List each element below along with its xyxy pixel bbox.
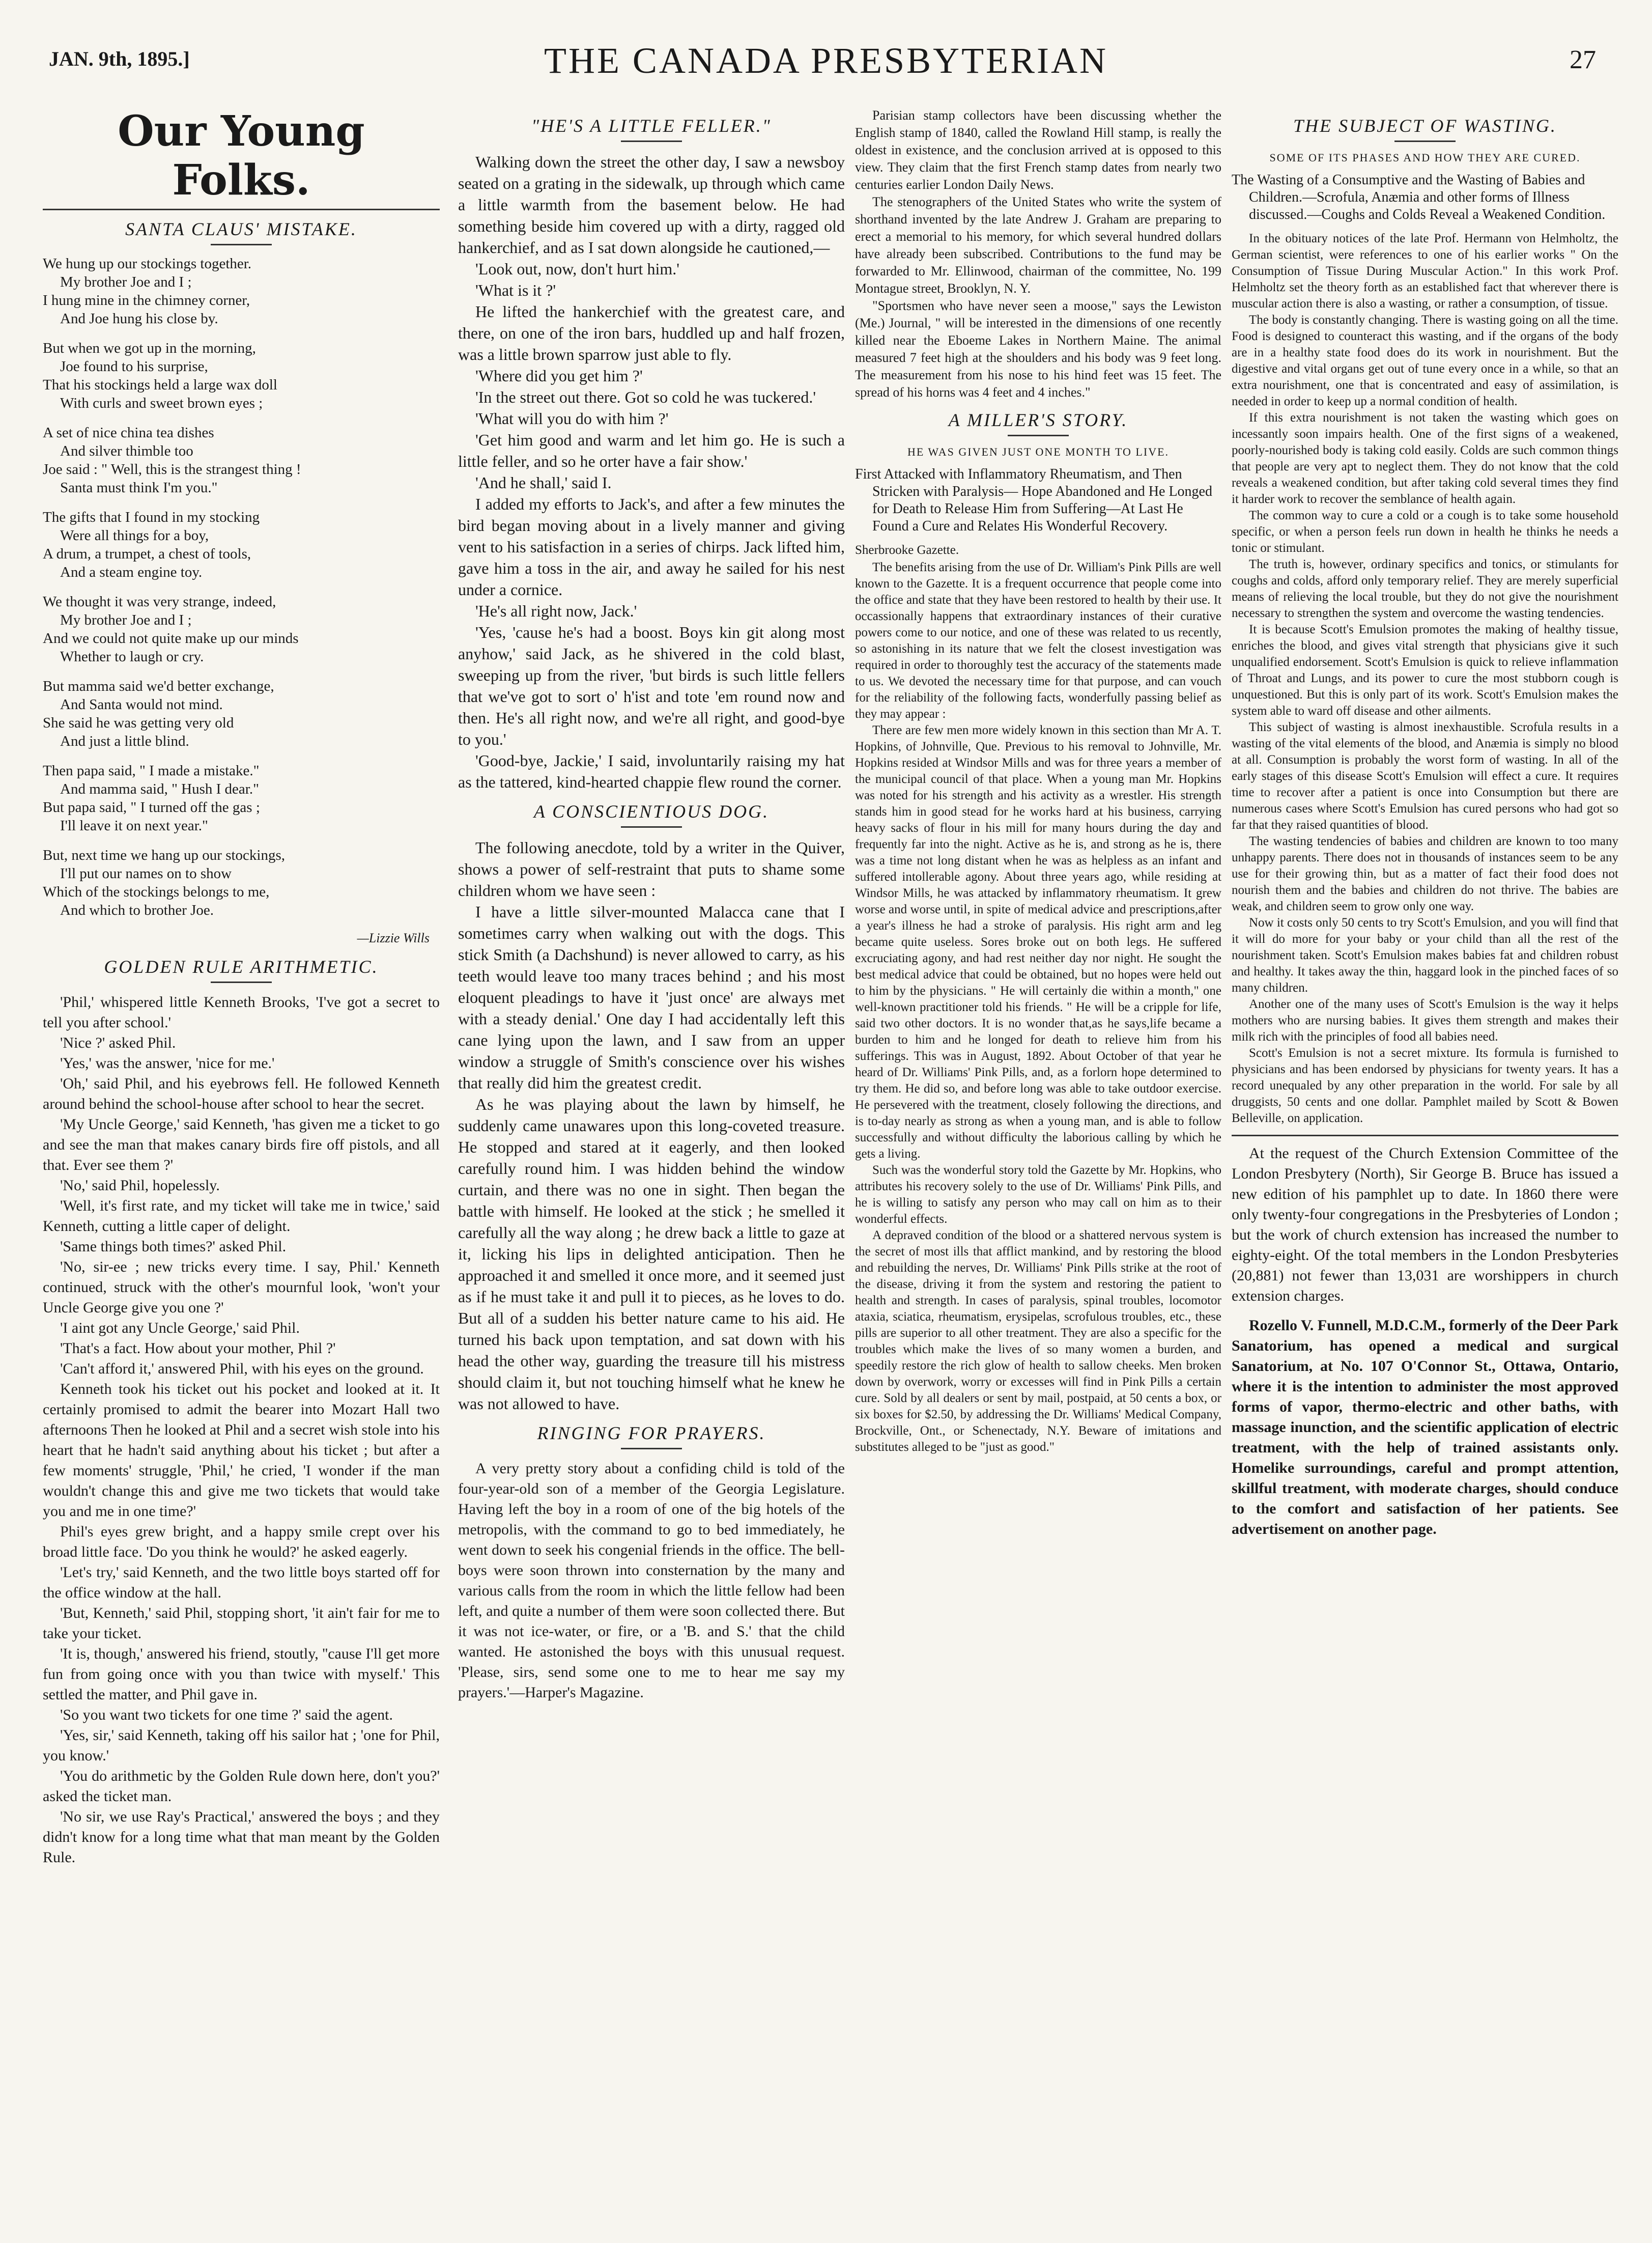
paragraph: The body is constantly changing. There is wasting going on all the time. Food is designed to counteract this wasting, and if the organs of the body are in a healthy state food does do its work in nourishment. But the digestive and vital organs get out of tune every once in a while, so that an extra nourishment, one that is concentrated and easy of assimilation, is needed in order to keep up a normal condition of health. (1232, 313, 1618, 408)
poem-line: And we could not quite make up our minds (43, 630, 299, 647)
paragraph: 'Where did you get him ?' (475, 367, 643, 385)
paragraph: This subject of wasting is almost inexhaustible. Scrofula results in a wasting of the vital elements of the blood, and Anæmia is simply no blood at all. Consumption is probably the worst form of wasting. In all of the early stages of this disease Scott's Emulsion will effect a cure. It requires time to recover after a patient is once into Consumption but there are numerous cases where Scott's Emulsion has cured persons who had got so far that they raised quantities of blood. (1232, 720, 1618, 832)
poem-line: Joe said : " Well, this is the strangest thing ! (43, 461, 301, 478)
paragraph: 'So you want two tickets for one time ?' said the agent. (60, 1706, 393, 1723)
article-summary: First Attacked with Inflammatory Rheumatism, and Then Stricken with Paralysis— Hope Abandoned and He Longed for Death to Release Him from Suffering—At Last He Found a Cure and Relates His Wonderful Recovery. (855, 466, 1212, 534)
column-1 (43, 107, 440, 2235)
article-title-ringing-for-prayers: RINGING FOR PRAYERS. (537, 1423, 766, 1443)
poem-line: Were all things for a boy, (60, 527, 209, 544)
paragraph: 'In the street out there. Got so cold he was tuckered.' (475, 388, 816, 406)
paragraph: 'Yes, 'cause he's had a boost. Boys kin git along most anyhow,' said Jack, as he shivered in the cold blast, sweeping up from the river, 'but birds is such little fellers that we've got to sort o' h'ist and tote 'em round now and then. He's all right now, and we're all right, and good-bye to you.' (458, 623, 845, 748)
article-body-conscientious-dog (458, 837, 845, 1414)
paragraph: 'It is, though,' answered his friend, stoutly, ''cause I'll get more fun from going once with you than twice with myself.' This settled the matter, and Phil gave in. (43, 1645, 440, 1703)
paragraph: Walking down the street the other day, I saw a newsboy seated on a grating in the sidewalk, up through which came a little warmth from the basement below. He had something beside him covered up with a dirty, ragged old hankerchief, and as I sat down alongside he cautioned,— (458, 153, 845, 257)
paragraph: The truth is, however, ordinary specifics and tonics, or stimulants for coughs and colds, afford only temporary relief. They are merely superficial means of relieving the local trouble, but they do not give the nourishment necessary to strengthen the system and overcome the wasting tendencies. (1232, 557, 1618, 620)
paragraph: If this extra nourishment is not taken the wasting which goes on incessantly soon impairs health. One of the first signs of a weakened, poorly-nourished body is taking cold easily. Colds are such common things that people are very apt to neglect them. They do not know that the cold reveals a weakened condition, but after taking cold several times they find it harder work to recover the semblance of health again. (1232, 411, 1618, 506)
article-body-ringing-for-prayers (458, 1459, 845, 1703)
paragraph: 'Look out, now, don't hurt him.' (475, 260, 679, 278)
dateline: Sherbrooke Gazette. (855, 543, 959, 557)
paragraph: He lifted the hankerchief with the greatest care, and there, on one of the iron bars, huddled up and half frozen, was a little brown sparrow just able to fly. (458, 302, 845, 363)
paragraph: 'No, sir-ee ; new tricks every time. I say, Phil.' Kenneth continued, struck with the other's mournful look, 'won't your Uncle George give you one ?' (43, 1258, 440, 1316)
paragraph: 'That's a fact. How about your mother, Phil ?' (60, 1340, 336, 1357)
article-title-golden-rule: GOLDEN RULE ARITHMETIC. (104, 957, 379, 977)
notice-funnell-sanatorium: Rozello V. Funnell, M.D.C.M., formerly of the Deer Park Sanatorium, has opened a medical and surgical Sanatorium, at No. 107 O'Connor St., Ottawa, Ontario, where it is the intention to administer the most approved forms of vapor, thermo-electric and other baths, with massage inunction, and the scientific application of electric treatment, with the help of trained assistants only. Homelike surroundings, careful and prompt attention, skillful treatment, with moderate charges, should conduce to the comfort and satisfaction of her patients. See advertisement on another page. (1232, 1317, 1618, 1537)
title-rule (211, 982, 272, 983)
article-body-golden-rule (43, 992, 440, 1868)
paragraph: Scott's Emulsion is not a secret mixture. Its formula is furnished to physicians and has been endorsed by physicians for twenty years. It has a record unequaled by any other preparation in the world. For sale by all druggists, 50 cents and one dollar. Pamphlet mailed by Scott & Bowen Belleville, on application. (1232, 1046, 1618, 1125)
notice-church-extension-box (1232, 1135, 1618, 1306)
paragraph: It is because Scott's Emulsion promotes the making of healthy tissue, enriches the blood, and gives vital strength that physicians give it such unqualified endorsement. Scott's Emulsion is quick to relieve inflammation of Throat and Lungs, and its power to cure the most stubborn cough is unquestioned. But this is only part of its work. Scott's Emulsion makes the system able to ward off disease and other ailments. (1232, 623, 1618, 718)
paragraph: 'Nice ?' asked Phil. (60, 1034, 176, 1051)
poem-line: And just a little blind. (60, 733, 189, 749)
poem-line: The gifts that I found in my stocking (43, 509, 260, 525)
paragraph: As he was playing about the lawn by himself, he suddenly came unawares upon this long-coveted treasure. He stopped and stared at it eagerly, and then looked carefully round him. I was hidden behind the window curtain, and there was no one in sight. Then began the battle with himself. He looked at the stick ; he smelled it carefully all the way along ; he drew back a little to gaze at it, licking his lips in delighted anticipation. Then he approached it and smelled it once more, and it seemed just as if he must take it and pull it to pieces, as he loves to do. But all of a sudden his better nature came to his aid. He turned his back upon temptation, and sat down with his head the other way, guarding the treasure till his mistress should claim it, but not touching himself what he knew he was not allowed to have. (458, 1095, 845, 1413)
paragraph: 'No,' said Phil, hopelessly. (60, 1177, 220, 1194)
paragraph: I added my efforts to Jack's, and after a few minutes the bird began moving about in a lively manner and giving vent to his satisfaction in a series of chirps. Jack lifted him, gave him a toss in the air, and away he sailed for his nest under a cornice. (458, 495, 845, 599)
paragraph: 'Same things both times?' asked Phil. (60, 1238, 287, 1255)
poem-santa (43, 255, 440, 919)
poem-line: And Santa would not mind. (60, 696, 223, 713)
article-title-millers-story: A MILLER'S STORY. (948, 410, 1128, 430)
poem-line: Santa must think I'm you." (60, 480, 218, 496)
poem-line: But mamma said we'd better exchange, (43, 678, 274, 694)
article-title-conscientious-dog: A CONSCIENTIOUS DOG. (533, 801, 770, 822)
paragraph: 'Get him good and warm and let him go. He is such a little feller, and so he orter have a fair show.' (458, 431, 845, 470)
poem-line: I'll put our names on to show (60, 865, 232, 882)
title-rule (621, 141, 682, 142)
article-summary: The Wasting of a Consumptive and the Wasting of Babies and Children.—Scrofula, Anæmia and other forms of Illness discussed.—Coughs and Colds Reveal a Weakened Condition. (1232, 172, 1606, 222)
poem-line: A drum, a trumpet, a chest of tools, (43, 546, 251, 562)
paragraph: The common way to cure a cold or a cough is to take some household specific, or when a person feels run down in health he thinks he needs a tonic or stimulant. (1232, 509, 1618, 555)
poem-stanza (43, 255, 440, 328)
section-rule (43, 209, 440, 210)
poem-line: Joe found to his surprise, (60, 358, 208, 375)
article-subhead: SOME OF ITS PHASES AND HOW THEY ARE CURED. (1269, 151, 1581, 164)
paragraph: Now it costs only 50 cents to try Scott's Emulsion, and you will find that it will do more for your baby or your child than all the rest of the nourishment taken. Scott's Emulsion makes babies fat and children robust and healthy. It takes away the thin, haggard look in the pinched faces of so many children. (1232, 916, 1618, 995)
section-heading-young-folks: Our Young Folks. (118, 107, 365, 205)
poem-line: But, next time we hang up our stockings, (43, 847, 286, 863)
poem-line: And which to brother Joe. (60, 902, 214, 918)
paragraph: 'What is it ?' (475, 281, 556, 299)
title-rule (1008, 435, 1069, 436)
poem-stanza (43, 339, 440, 412)
paragraph: A very pretty story about a confiding child is told of the four-year-old son of a member of the Georgia Legislature. Having left the boy in a room of one of the big hotels of the metropolis, with the command to go to bed immediately, he went down to seek his congenial friends in the office. The bell-boys were soon thrown into consternation by the many and various calls from the room in which the little fellow had been left, and quite a number of them were soon collected there. But it was not ice-water, or fire, or a 'B. and S.' that the child wanted. He astonished the boys with this unusual request. 'Please, sirs, send some one to me to hear me say my prayers.'—Harper's Magazine. (458, 1460, 845, 1701)
paragraph: Kenneth took his ticket out his pocket and looked at it. It certainly promised to admit the bearer into Mozart Hall two afternoons Then he looked at Phil and a secret wish stole into his heart that he hadn't said anything about his ticket ; but after a few moments' struggle, 'Phil,' he cried, 'I wonder if the man wouldn't change this and give me two tickets that would take you and me in one time?' (43, 1381, 440, 1520)
paragraph: 'Yes,' was the answer, 'nice for me.' (60, 1055, 275, 1072)
paragraph: Parisian stamp collectors have been discussing whether the English stamp of 1840, called the Rowland Hill stamp, is really the oldest in existence, and the conclusion arrived at is opposed to this view. They claim that the first French stamp dates from nearly two centuries earlier London Daily News. (855, 108, 1221, 192)
paragraph: Another one of the many uses of Scott's Emulsion is the way it helps mothers who are nursing babies. It gives them strength and makes their milk rich with the principles of food all babies need. (1232, 997, 1618, 1044)
poem-line: We hung up our stockings together. (43, 256, 252, 272)
paragraph: There are few men more widely known in this section than Mr A. T. Hopkins, of Johnville, Que. Previous to his removal to Johnville, Mr. Hopkins resided at Windsor Mills and was for three years a member of the municipal council of that place. When a young man Mr. Hopkins was noted for his strength and his activity as a wrestler. His strength stands him in good stead for he works hard at his business, carrying heavy sacks of flour in his mill for many hours during the day and frequently far into the night. Active as he is, and strong as he is, there was a time not long distant when he was as helpless as an infant and suffered intollerable agony. About three years ago, while residing at Windsor Mills, he was attacked by inflammatory rheumatism. It grew worse and worse until, in spite of medical advice and prescriptions,after a year's illness he had a stroke of paralysis. His right arm and leg became quite useless. Sores broke out on both legs. He suffered excruciating agony, and had rest neither day nor night. He sought the best medical advice that could be obtained, but no hopes were held out to him by the physicians. " He will certainly die within a month," one well-known practitioner told his friends. " He will be a cripple for life, said two other doctors. It is no wonder that,as he says,life became a burden to him and he longed for death to relieve him from his sufferings. This was in August, 1892. About October of that year he heard of Dr. Williams' Pink Pills, and, as a forlorn hope determined to try them. He did so, and before long was able to take outdoor exercise. He persevered with the treatment, closely following the directions, and is to-day nearly as strong as when a young man, and is able to follow successfully and without difficulty the laborious calling by which he gets a living. (855, 723, 1221, 1161)
article-title-santa: SANTA CLAUS' MISTAKE. (125, 219, 357, 239)
notice-church-extension: At the request of the Church Extension Committee of the London Presbytery (North), Sir George B. Bruce has issued a new edition of his pamphlet up to date. In 1860 there were only twenty-four congregations in the Presbyteries of London ; but the work of church extension has increased the number to eighty-eight. Of the total members in the London Presbyteries (20,881) not fewer than 13,031 are worshippers in church extension charges. (1232, 1145, 1618, 1304)
article-body-news-items (855, 107, 1221, 401)
poem-credit: —Lizzie Wills (357, 931, 430, 945)
paragraph: 'Good-bye, Jackie,' I said, involuntarily raising my hat as the tattered, kind-hearted chappie flew round the corner. (458, 751, 845, 791)
paragraph: In the obituary notices of the late Prof. Hermann von Helmholtz, the German scientist, were references to one of his earlier works " On the Consumption of Tissue During Muscular Action." In this work Prof. Helmholtz set the theory forth as an established fact that wherever there is muscular action there is also a wasting, or rather a consumption, of tissue. (1232, 232, 1618, 311)
poem-line: My brother Joe and I ; (60, 274, 192, 290)
paragraph: I have a little silver-mounted Malacca cane that I sometimes carry when walking out with the dogs. This stick Smith (a Dachshund) is never allowed to carry, as his teeth would leave too many traces behind ; and his most eloquent pleadings to have it 'just once' are always met with a steady denial.' One day I had accidentally left this cane lying upon the lawn, and I saw from an upper window a struggle of Smith's conscience over his wishes that really did him the greatest credit. (458, 903, 845, 1092)
poem-stanza (43, 508, 440, 581)
title-rule (211, 244, 272, 245)
paragraph: 'My Uncle George,' said Kenneth, 'has given me a ticket to go and see the man that makes canary birds fire off pistols, and all that. Ever see them ?' (43, 1116, 440, 1173)
paragraph: 'No sir, we use Ray's Practical,' answered the boys ; and they didn't know for a long time what that man meant by the Golden Rule. (43, 1808, 440, 1866)
paragraph: Phil's eyes grew bright, and a happy smile crept over his broad little face. 'Do you think he would?' he asked eagerly. (43, 1523, 440, 1560)
poem-line: I hung mine in the chimney corner, (43, 292, 250, 309)
paragraph: The benefits arising from the use of Dr. William's Pink Pills are well known to the Gazette. It is a frequent occurrence that people come into the office and state that they have been restored to health by their use. It occassionally happens that extraordinary instances of their curative powers come to our notice, and one of these was related to us recently, so astonishing in its nature that we felt the closest investigation was required in order to thoroughly test the accuracy of the statements made to us. We devoted the necessary time for that purpose, and can vouch for the reliability of the following facts, wonderfully passing belief as they may appear : (855, 560, 1221, 721)
paragraph: The wasting tendencies of babies and children are known to too many unhappy parents. There does not in thousands of instances seem to be any use for their growing thin, but as a matter of fact their food does not nourish them and the babies and children do not thrive. The babies are weak, and children seem to grow only one way. (1232, 834, 1618, 913)
paragraph: A depraved condition of the blood or a shattered nervous system is the secret of most ills that afflict mankind, and by restoring the blood and rebuilding the nerves, Dr. Williams' Pink Pills strike at the root of the disease, driving it from the system and restoring the patient to health and strength. In cases of paralysis, spinal troubles, locomotor ataxia, sciatica, rheumatism, erysipelas, scrofulous troubles, etc., these pills are superior to all other treatment. They are also a specific for the troubles which make the lives of so many women a burden, and speedily restore the rich glow of health to sallow cheeks. Men broken down by overwork, worry or excesses will find in Pink Pills a certain cure. Sold by all dealers or sent by mail, postpaid, at 50 cents a box, or six boxes for $2.50, by addressing the Dr. Williams' Medical Company, Brockville, Ont., or Schenectady, N.Y. Beware of imitations and substitutes alleged to be "just as good." (855, 1228, 1221, 1454)
poem-line: I'll leave it on next year." (60, 818, 208, 834)
page-number: 27 (1570, 45, 1596, 74)
paragraph: Such was the wonderful story told the Gazette by Mr. Hopkins, who attributes his recovery solely to the use of Dr. Williams' Pink Pills, and he is willing to satisfy any person who may call on him as to their wonderful effects. (855, 1163, 1221, 1226)
article-body-little-feller (458, 151, 845, 793)
paragraph: 'But, Kenneth,' said Phil, stopping short, 'it ain't fair for me to take your ticket. (43, 1605, 440, 1642)
poem-line: A set of nice china tea dishes (43, 425, 214, 441)
poem-line: That his stockings held a large wax doll (43, 377, 277, 393)
poem-line: And Joe hung his close by. (60, 311, 218, 327)
poem-stanza (43, 846, 440, 919)
poem-line: Then papa said, " I made a mistake." (43, 763, 260, 779)
article-title-little-feller: "HE'S A LITTLE FELLER." (531, 116, 772, 136)
paragraph: 'He's all right now, Jack.' (475, 602, 637, 620)
poem-stanza (43, 424, 440, 497)
paragraph: 'And he shall,' said I. (475, 473, 612, 492)
column-4 (1232, 107, 1618, 2235)
article-body-millers-story (855, 559, 1221, 1455)
column-3 (855, 107, 1221, 2235)
paragraph: 'Can't afford it,' answered Phil, with his eyes on the ground. (60, 1360, 424, 1377)
paragraph: "Sportsmen who have never seen a moose," says the Lewiston (Me.) Journal, " will be interested in the dimensions of one recently killed near the Eboeme Lakes in Northern Maine. The animal measured 7 feet high at the shoulders and his body was 9 feet long. The measurement from his nose to his hind feet was 15 feet. The spread of his horns was 4 feet and 4 inches." (855, 298, 1221, 400)
poem-line: We thought it was very strange, indeed, (43, 594, 276, 610)
poem-line: And a steam engine toy. (60, 564, 203, 580)
paragraph: 'I aint got any Uncle George,' said Phil. (60, 1320, 300, 1336)
poem-line: And mamma said, " Hush I dear." (60, 781, 259, 797)
paragraph: 'Let's try,' said Kenneth, and the two little boys started off for the office window at the hall. (43, 1564, 440, 1601)
paragraph: 'Phil,' whispered little Kenneth Brooks, 'I've got a secret to tell you after school.' (43, 994, 440, 1031)
poem-line: And silver thimble too (60, 443, 193, 459)
poem-line: With curls and sweet brown eyes ; (60, 395, 263, 411)
paragraph: 'Oh,' said Phil, and his eyebrows fell. He followed Kenneth around behind the school-house after school to hear the secret. (43, 1075, 440, 1112)
article-body-subject-of-wasting (1232, 231, 1618, 1127)
article-title-subject-of-wasting: THE SUBJECT OF WASTING. (1293, 116, 1557, 136)
article-subhead: HE WAS GIVEN JUST ONE MONTH TO LIVE. (907, 445, 1170, 458)
newspaper-title: THE CANADA PRESBYTERIAN (544, 40, 1108, 81)
poem-line: Whether to laugh or cry. (60, 649, 204, 665)
poem-stanza (43, 677, 440, 750)
poem-line: She said he was getting very old (43, 715, 234, 731)
title-rule (1394, 141, 1456, 142)
poem-line: Which of the stockings belongs to me, (43, 884, 270, 900)
title-rule (621, 826, 682, 828)
poem-line: But when we got up in the morning, (43, 340, 256, 356)
paragraph: 'What will you do with him ?' (475, 409, 669, 428)
paragraph: 'You do arithmetic by the Golden Rule down here, don't you?' asked the ticket man. (43, 1768, 440, 1805)
poem-line: But papa said, " I turned off the gas ; (43, 799, 260, 816)
poem-stanza (43, 762, 440, 835)
issue-date: JAN. 9th, 1895.] (49, 47, 190, 70)
poem-line: My brother Joe and I ; (60, 612, 192, 628)
paragraph: 'Yes, sir,' said Kenneth, taking off his sailor hat ; 'one for Phil, you know.' (43, 1727, 440, 1764)
paragraph: 'Well, it's first rate, and my ticket will take me in twice,' said Kenneth, cutting a little caper of delight. (43, 1197, 440, 1235)
poem-stanza (43, 593, 440, 666)
title-rule (621, 1448, 682, 1449)
paragraph: The following anecdote, told by a writer in the Quiver, shows a power of self-restraint that puts to shame some children whom we have seen : (458, 838, 845, 900)
column-2 (458, 107, 845, 2235)
paragraph: The stenographers of the United States who write the system of shorthand invented by the late Andrew J. Graham are preparing to erect a memorial to his memory, for which several hundred dollars have already been subscribed. Contributions to the fund may be forwarded to Mr. Ellinwood, chairman of the committee, No. 199 Montague street, Brooklyn, N. Y. (855, 194, 1221, 296)
